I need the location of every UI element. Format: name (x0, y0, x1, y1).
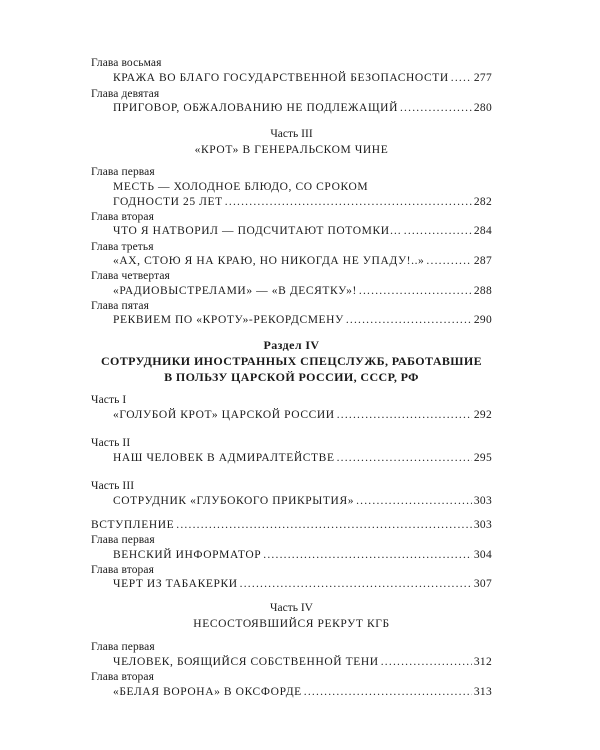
entry-title: КРАЖА ВО БЛАГО ГОСУДАРСТВЕННОЙ БЕЗОПАСНОСТИ (113, 72, 449, 84)
entry-title: ВЕНСКИЙ ИНФОРМАТОР (113, 549, 262, 561)
entry-title: «ГОЛУБОЙ КРОТ» ЦАРСКОЙ РОССИИ (113, 409, 335, 421)
leader-dots (346, 313, 472, 327)
part-label: Часть I (91, 394, 127, 406)
entry-title: РЕКВИЕМ ПО «КРОТУ»-РЕКОРДСМЕНУ (113, 314, 344, 326)
entry-title: «АХ, СТОЮ Я НА КРАЮ, НО НИКОГДА НЕ УПАДУ!..» (113, 255, 425, 267)
toc-entry (113, 655, 492, 669)
part-label: Часть II (91, 437, 131, 449)
part-label: Часть IV (270, 602, 313, 614)
page-number: 287 (473, 255, 492, 267)
entry-title: ВСТУПЛЕНИЕ (91, 519, 175, 531)
entry-title: ГОДНОСТИ 25 ЛЕТ (113, 196, 223, 208)
chapter-label: Глава восьмая (91, 57, 162, 69)
toc-entry (113, 408, 492, 422)
leader-dots (451, 71, 472, 85)
chapter-label: Глава вторая (91, 671, 154, 683)
chapter-label: Глава первая (91, 534, 155, 546)
page-number: 288 (473, 285, 492, 297)
chapter-label: Глава третья (91, 241, 154, 253)
leader-dots (400, 101, 472, 115)
page-number: 277 (473, 72, 492, 84)
leader-dots (176, 518, 472, 532)
chapter-label: Глава пятая (91, 300, 149, 312)
chapter-label: Глава первая (91, 641, 155, 653)
entry-title: ЧТО Я НАТВОРИЛ — ПОДСЧИТАЮТ ПОТОМКИ… (113, 225, 402, 237)
entry-title: НАШ ЧЕЛОВЕК В АДМИРАЛТЕЙСТВЕ (113, 452, 335, 464)
toc-entry (113, 71, 492, 85)
chapter-label: Глава вторая (91, 211, 154, 223)
leader-dots (359, 284, 472, 298)
toc-entry (113, 685, 492, 699)
page-number: 303 (473, 495, 492, 507)
page-number: 312 (473, 656, 492, 668)
toc-entry (113, 195, 492, 209)
part-label: Часть III (91, 480, 135, 492)
entry-title: ПРИГОВОР, ОБЖАЛОВАНИЮ НЕ ПОДЛЕЖАЩИЙ (113, 102, 398, 114)
chapter-label: Глава девятая (91, 88, 160, 100)
leader-dots (426, 254, 471, 268)
entry-title: ЧЕРТ ИЗ ТАБАКЕРКИ (113, 578, 238, 590)
toc-entry (113, 224, 492, 238)
entry-title: «РАДИОВЫСТРЕЛАМИ» — «В ДЕСЯТКУ»! (113, 285, 357, 297)
leader-dots (337, 408, 472, 422)
entry-title: «БЕЛАЯ ВОРОНА» В ОКСФОРДЕ (113, 686, 302, 698)
leader-dots (304, 685, 472, 699)
toc-entry (113, 451, 492, 465)
toc-entry (113, 494, 492, 508)
toc-entry (113, 548, 492, 562)
part-label: Часть III (270, 128, 313, 140)
chapter-label: Глава четвертая (91, 270, 170, 282)
leader-dots (240, 577, 472, 591)
page-number: 295 (473, 452, 492, 464)
leader-dots (263, 548, 472, 562)
leader-dots (404, 224, 472, 238)
page-number: 303 (473, 519, 492, 531)
leader-dots (225, 195, 472, 209)
entry-title: СОТРУДНИК «ГЛУБОКОГО ПРИКРЫТИЯ» (113, 495, 355, 507)
page-number: 313 (473, 686, 492, 698)
leader-dots (381, 655, 472, 669)
part-title: НЕСОСТОЯВШИЙСЯ РЕКРУТ КГБ (193, 618, 390, 630)
entry-title-line: МЕСТЬ — ХОЛОДНОЕ БЛЮДО, СО СРОКОМ (113, 181, 369, 193)
section-label: Раздел IV (263, 338, 320, 352)
toc-entry (113, 577, 492, 591)
leader-dots (337, 451, 472, 465)
toc-entry (113, 101, 492, 115)
page-number: 307 (473, 578, 492, 590)
page-number: 284 (473, 225, 492, 237)
page-number: 280 (473, 102, 492, 114)
page-number: 304 (473, 549, 492, 561)
chapter-label: Глава вторая (91, 564, 154, 576)
toc-entry (113, 284, 492, 298)
part-title: «КРОТ» В ГЕНЕРАЛЬСКОМ ЧИНЕ (194, 144, 389, 156)
leader-dots (356, 494, 472, 508)
entry-title: ЧЕЛОВЕК, БОЯЩИЙСЯ СОБСТВЕННОЙ ТЕНИ (113, 656, 379, 668)
page-number: 282 (473, 196, 492, 208)
toc-entry (113, 313, 492, 327)
page-number: 290 (473, 314, 492, 326)
toc-entry (91, 518, 492, 532)
section-title-line: В ПОЛЬЗУ ЦАРСКОЙ РОССИИ, СССР, РФ (164, 370, 419, 384)
chapter-label: Глава первая (91, 166, 155, 178)
section-title-line: СОТРУДНИКИ ИНОСТРАННЫХ СПЕЦСЛУЖБ, РАБОТАВШИЕ (100, 354, 483, 368)
page-number: 292 (473, 409, 492, 421)
toc-entry (113, 254, 492, 268)
